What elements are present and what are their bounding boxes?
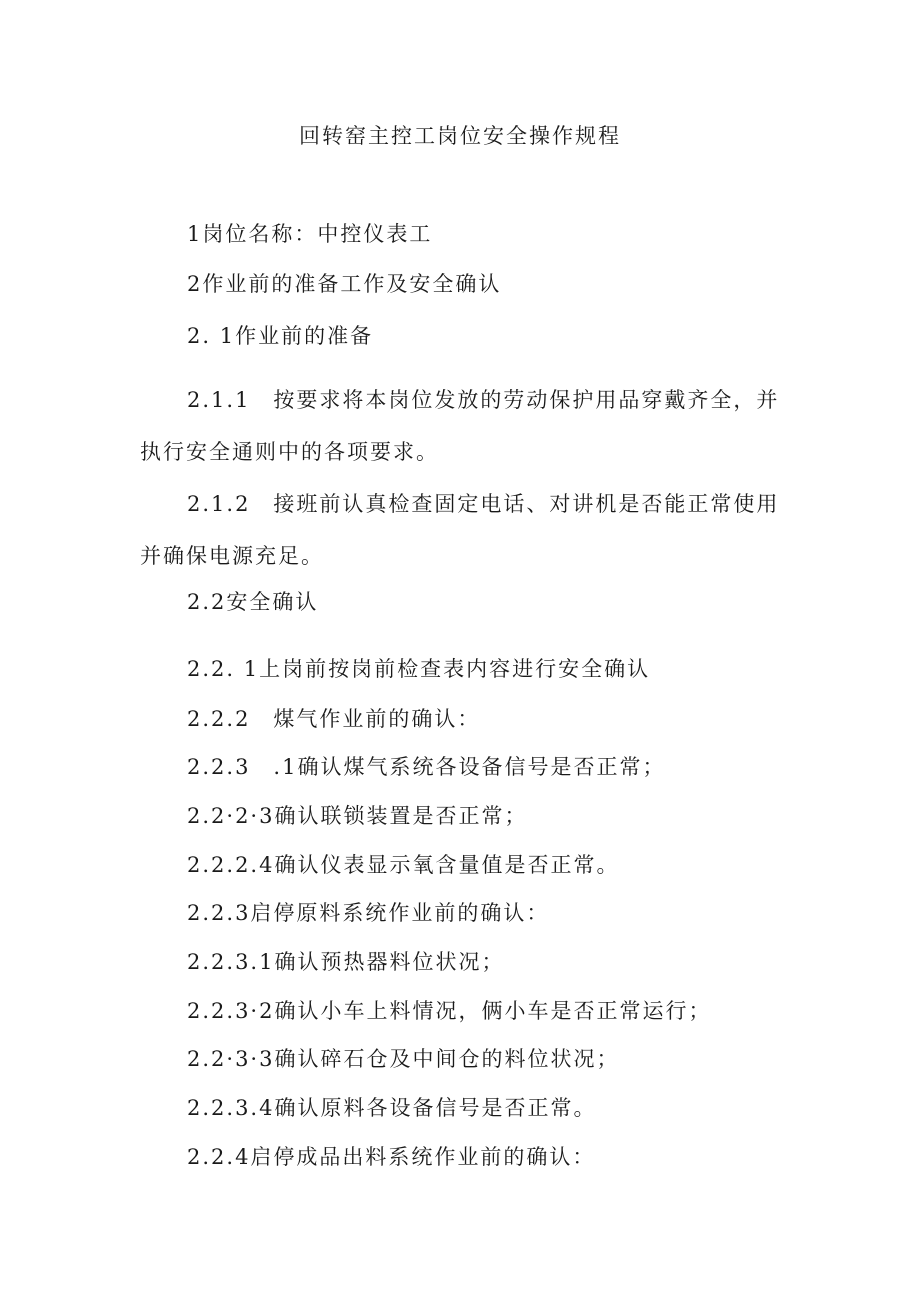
document-title: 回转窑主控工岗位安全操作规程 xyxy=(299,124,621,148)
paragraph-2-2-2-3: 2.2·2·3确认联锁装置是否正常； xyxy=(187,804,528,828)
paragraph-2-2-2: 2.2.2 煤气作业前的确认： xyxy=(187,707,481,731)
section-1-post-name: 1岗位名称：中控仪表工 xyxy=(187,222,433,246)
paragraph-2-2-2-4: 2.2.2.4确认仪表显示氧含量值是否正常。 xyxy=(187,853,620,877)
paragraph-2-2-3-1b: 2.2.3.1确认预热器料位状况； xyxy=(187,950,505,974)
paragraph-2-1-2: 2.1.2 接班前认真检查固定电话、对讲机是否能正常使用并确保电源充足。 xyxy=(140,492,780,568)
paragraph-2-2-1: 2.2. 1上岗前按岗前检查表内容进行安全确认 xyxy=(187,657,651,681)
section-2-heading: 2作业前的准备工作及安全确认 xyxy=(187,272,502,296)
paragraph-2-2-3-4: 2.2.3.4确认原料各设备信号是否正常。 xyxy=(187,1096,597,1120)
section-2-2-heading: 2.2安全确认 xyxy=(187,590,319,614)
paragraph-2-2-3-3: 2.2·3·3确认碎石仓及中间仓的料位状况； xyxy=(187,1047,620,1071)
paragraph-2-2-3-2: 2.2.3·2确认小车上料情况，俩小车是否正常运行； xyxy=(187,999,712,1023)
section-2-2-4-heading: 2.2.4启停成品出料系统作业前的确认： xyxy=(187,1145,596,1169)
paragraph-2-1-1: 2.1.1 按要求将本岗位发放的劳动保护用品穿戴齐全，并执行安全通则中的各项要求。 xyxy=(140,388,780,464)
section-2-2-3-heading: 2.2.3启停原料系统作业前的确认： xyxy=(187,901,550,925)
section-2-1-heading: 2. 1作业前的准备 xyxy=(187,324,374,348)
paragraph-2-2-3-1: 2.2.3 .1确认煤气系统各设备信号是否正常； xyxy=(187,755,666,779)
